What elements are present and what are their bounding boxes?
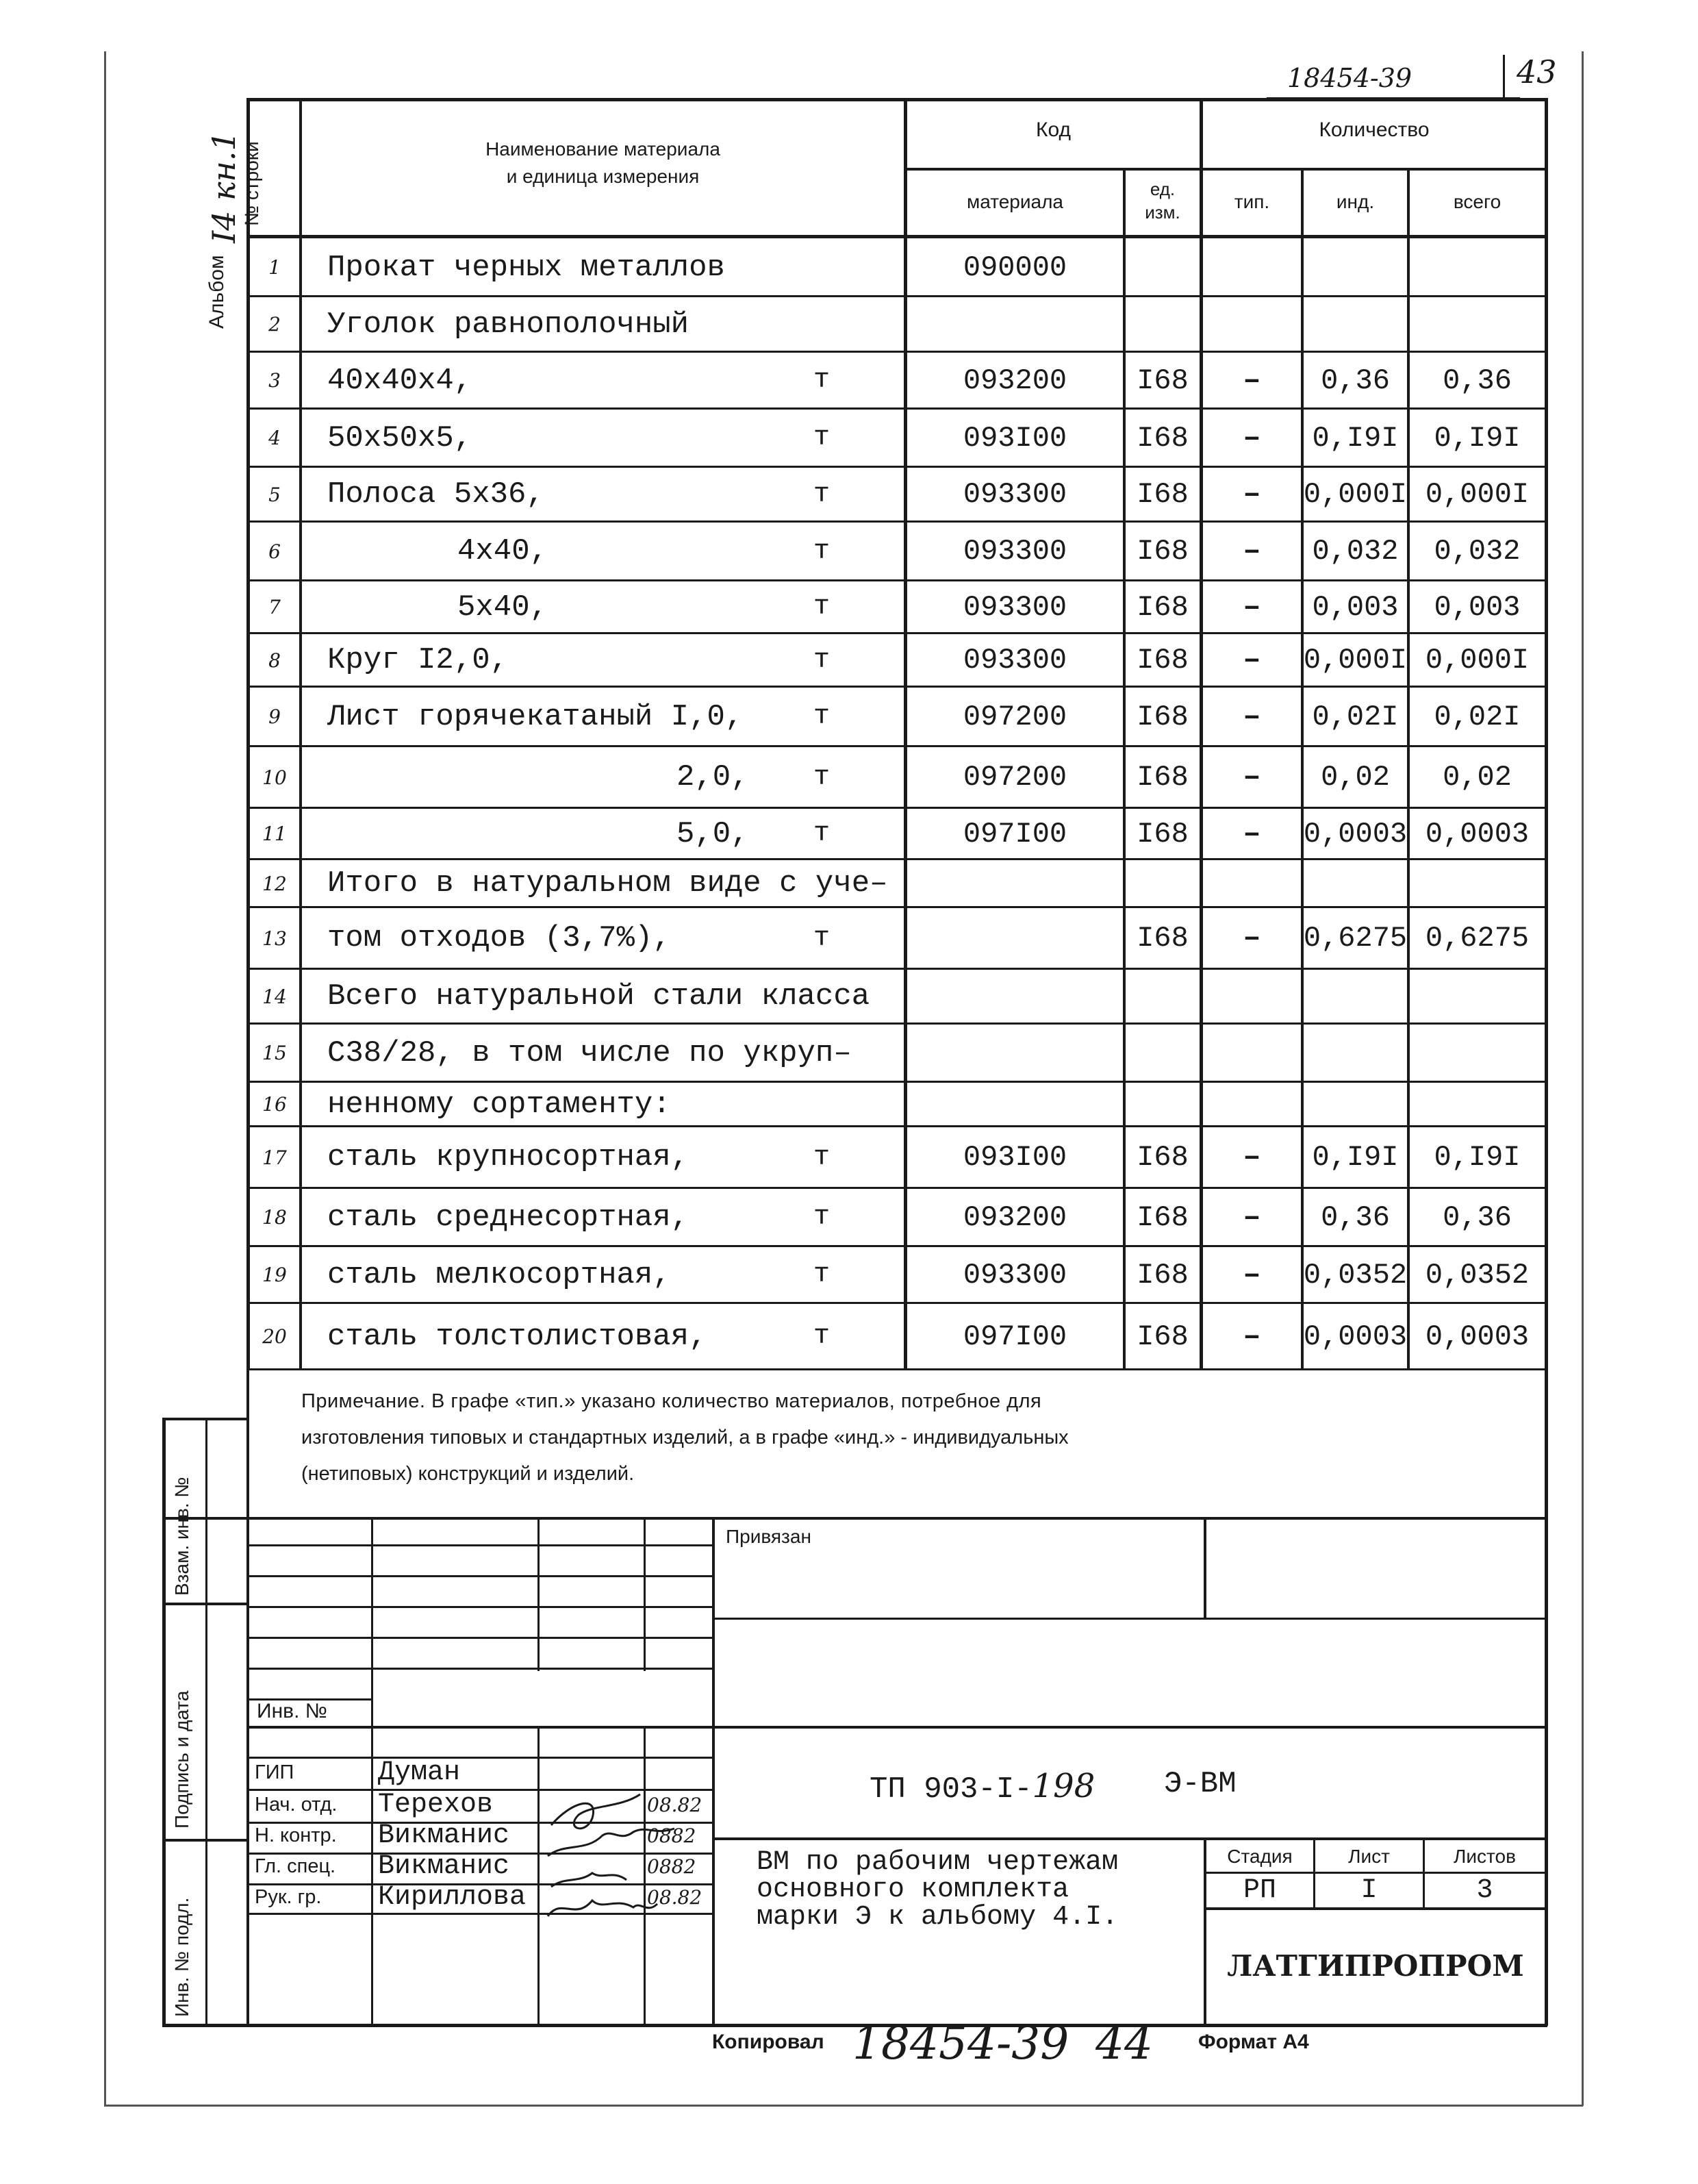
cell-no: 5 bbox=[268, 483, 281, 506]
cell-ind: 0,0003 bbox=[1303, 817, 1408, 851]
cell-ind: 0,I9I bbox=[1312, 1141, 1399, 1174]
cell-unit-code: I68 bbox=[1137, 590, 1189, 624]
cell-ind: 0,003 bbox=[1312, 590, 1399, 624]
cell-unit-code: I68 bbox=[1137, 700, 1189, 733]
cell-unit-code: I68 bbox=[1137, 1141, 1189, 1174]
sheets-label: Листов bbox=[1454, 1846, 1516, 1867]
cell-code: 093200 bbox=[963, 364, 1067, 397]
note-line2: изготовления типовых и стандартных изделий, а в графе «инд.» - индивидуальных bbox=[301, 1427, 1069, 1448]
cell-ind: 0,0352 bbox=[1303, 1258, 1408, 1292]
cell-unit-code bbox=[1126, 297, 1200, 352]
cell-total bbox=[1410, 238, 1545, 297]
header-row-no: № строки bbox=[241, 141, 262, 226]
signer-role: Н. контр. bbox=[255, 1824, 337, 1846]
cell-typ: – bbox=[1243, 421, 1261, 455]
cell-typ: – bbox=[1243, 699, 1261, 734]
cell-typ bbox=[1203, 859, 1301, 907]
signer-name: Терехов bbox=[378, 1789, 494, 1820]
cell-unit-t bbox=[801, 1082, 842, 1127]
cell-unit-code bbox=[1126, 238, 1200, 297]
cell-unit-t: т bbox=[813, 479, 830, 510]
signer-role: Гл. спец. bbox=[255, 1855, 336, 1877]
cell-total: 0,000I bbox=[1425, 478, 1530, 511]
header-unit-line1: ед. bbox=[1150, 178, 1176, 199]
stage-label: Стадия bbox=[1227, 1846, 1293, 1867]
cell-ind: 0,032 bbox=[1312, 535, 1399, 568]
cell-total: 0,02I bbox=[1434, 700, 1521, 733]
signer-name: Викманис bbox=[378, 1820, 510, 1851]
cell-no: 11 bbox=[262, 823, 287, 845]
cell-no: 3 bbox=[268, 369, 281, 392]
cell-unit-t: т bbox=[813, 762, 830, 793]
cell-ind: 0,000I bbox=[1303, 644, 1408, 677]
cell-typ bbox=[1203, 969, 1301, 1024]
header-ind: инд. bbox=[1336, 191, 1375, 212]
cell-unit-t bbox=[801, 969, 842, 1024]
cell-name: том отходов (3,7%), bbox=[327, 921, 671, 955]
signer-date: 0882 bbox=[647, 1855, 696, 1878]
cell-unit-t: т bbox=[813, 536, 830, 567]
cell-no: 7 bbox=[268, 596, 281, 618]
cell-code: 097200 bbox=[963, 700, 1067, 733]
sheet-label: Лист bbox=[1348, 1846, 1390, 1867]
cell-unit-t bbox=[801, 238, 842, 297]
cell-typ: – bbox=[1243, 643, 1261, 677]
cell-typ: – bbox=[1243, 1319, 1261, 1354]
cell-name: Итого в натуральном виде с уче– bbox=[327, 866, 888, 901]
designation-suffix: Э-ВМ bbox=[1164, 1767, 1237, 1801]
note-line1: Примечание. В графе «тип.» указано количество материалов, потребное для bbox=[301, 1390, 1042, 1412]
copied-hand2: 44 bbox=[1095, 2017, 1153, 2070]
cell-total bbox=[1410, 1024, 1545, 1082]
cell-code bbox=[907, 969, 1123, 1024]
cell-name: Всего натуральной стали класса bbox=[327, 979, 870, 1014]
cell-name: сталь толстолистовая, bbox=[327, 1319, 707, 1354]
cell-unit-t bbox=[801, 1024, 842, 1082]
cell-no: 6 bbox=[268, 540, 281, 563]
stamp-title-line1: ВМ по рабочим чертежам bbox=[757, 1847, 1119, 1878]
note-line3: (нетиповых) конструкций и изделий. bbox=[301, 1463, 635, 1485]
cell-no: 8 bbox=[268, 649, 281, 672]
cell-code: 097I00 bbox=[963, 1320, 1067, 1353]
cell-ind bbox=[1304, 297, 1407, 352]
organization: ЛАТГИПРОПРОМ bbox=[1227, 1948, 1524, 1983]
cell-unit-t: т bbox=[813, 1142, 830, 1173]
cell-unit-t: т bbox=[813, 1202, 830, 1233]
cell-no: 19 bbox=[262, 1264, 287, 1286]
cell-ind: 0,000I bbox=[1303, 478, 1408, 511]
cell-ind: 0,I9I bbox=[1312, 421, 1399, 455]
doc-number-top: 18454-39 bbox=[1287, 63, 1412, 93]
cell-name: 5,0, bbox=[676, 816, 749, 851]
album-label: Альбом bbox=[205, 255, 228, 329]
cell-total: 0,0352 bbox=[1425, 1258, 1530, 1292]
cell-total: 0,I9I bbox=[1434, 1141, 1521, 1174]
header-code: Код bbox=[1035, 118, 1071, 141]
copied-label: Копировал bbox=[712, 2031, 824, 2053]
cell-unit-code: I68 bbox=[1137, 1258, 1189, 1292]
header-total: всего bbox=[1453, 191, 1501, 212]
signer-role: Нач. отд. bbox=[255, 1793, 338, 1816]
cell-total: 0,02 bbox=[1443, 761, 1512, 794]
privyazan-label: Привязан bbox=[726, 1526, 811, 1547]
cell-typ: – bbox=[1243, 921, 1261, 955]
cell-unit-t: т bbox=[813, 644, 830, 676]
cell-code: 090000 bbox=[963, 251, 1067, 284]
signer-name: Викманис bbox=[378, 1850, 510, 1882]
cell-unit-code bbox=[1126, 1024, 1200, 1082]
cell-unit-code: I68 bbox=[1137, 535, 1189, 568]
cell-typ: – bbox=[1243, 363, 1261, 398]
cell-name: сталь мелкосортная, bbox=[327, 1257, 671, 1292]
cell-name: 5х40, bbox=[457, 590, 548, 625]
cell-no: 13 bbox=[262, 927, 287, 950]
cell-ind: 0,02I bbox=[1312, 700, 1399, 733]
cell-code bbox=[907, 907, 1123, 969]
cell-name: 50х50х5, bbox=[327, 421, 472, 455]
signer-date: 08.82 bbox=[647, 1793, 702, 1816]
signer-role: Рук. гр. bbox=[255, 1885, 322, 1908]
cell-typ: – bbox=[1243, 1200, 1261, 1235]
cell-ind: 0,36 bbox=[1321, 364, 1390, 397]
cell-typ: – bbox=[1243, 760, 1261, 794]
cell-typ bbox=[1203, 297, 1301, 352]
cell-code bbox=[907, 297, 1123, 352]
cell-name: Лист горячекатаный I,0, bbox=[327, 699, 744, 734]
cell-unit-code bbox=[1126, 859, 1200, 907]
cell-total: 0,36 bbox=[1443, 1201, 1512, 1234]
cell-total: 0,36 bbox=[1443, 364, 1512, 397]
header-material: материала bbox=[967, 191, 1063, 212]
cell-no: 14 bbox=[262, 985, 287, 1008]
cell-unit-code: I68 bbox=[1137, 1320, 1189, 1353]
cell-unit-t: т bbox=[813, 818, 830, 849]
cell-ind: 0,6275 bbox=[1303, 922, 1408, 955]
cell-code: 093300 bbox=[963, 535, 1067, 568]
cell-unit-code bbox=[1126, 1082, 1200, 1127]
cell-unit-t: т bbox=[813, 701, 830, 732]
inv-no-label: Инв. № bbox=[257, 1700, 327, 1722]
cell-code bbox=[907, 1024, 1123, 1082]
signer-date: 08.82 bbox=[647, 1885, 702, 1909]
cell-typ bbox=[1203, 1024, 1301, 1082]
cell-unit-code: I68 bbox=[1137, 644, 1189, 677]
cell-name: 40х40х4, bbox=[327, 363, 472, 398]
cell-no: 15 bbox=[262, 1042, 287, 1064]
cell-code: 093300 bbox=[963, 478, 1067, 511]
cell-typ: – bbox=[1243, 590, 1261, 625]
cell-total: 0,000I bbox=[1425, 644, 1530, 677]
cell-name: Полоса 5х36, bbox=[327, 477, 544, 512]
margin-vzam: Взам. инв. № bbox=[171, 1477, 192, 1596]
cell-ind: 0,02 bbox=[1321, 761, 1390, 794]
header-typ: тип. bbox=[1234, 191, 1270, 212]
cell-ind bbox=[1304, 1082, 1407, 1127]
cell-code bbox=[907, 859, 1123, 907]
stamp-title-line2: основного комплекта bbox=[757, 1874, 1069, 1905]
cell-unit-code: I68 bbox=[1137, 922, 1189, 955]
copied-hand: 18454-39 bbox=[852, 2017, 1069, 2070]
cell-name: сталь крупносортная, bbox=[327, 1140, 689, 1175]
cell-unit-t: т bbox=[813, 922, 830, 954]
cell-no: 12 bbox=[262, 872, 287, 895]
cell-no: 10 bbox=[262, 766, 287, 789]
cell-unit-t: т bbox=[813, 365, 830, 396]
cell-ind bbox=[1304, 238, 1407, 297]
cell-code: 093I00 bbox=[963, 1141, 1067, 1174]
cell-unit-code: I68 bbox=[1137, 421, 1189, 455]
cell-code: 097200 bbox=[963, 761, 1067, 794]
cell-total: 0,032 bbox=[1434, 535, 1521, 568]
stamp-title-line3: марки Э к альбому 4.I. bbox=[757, 1902, 1119, 1933]
cell-unit-t: т bbox=[813, 423, 830, 453]
cell-typ: – bbox=[1243, 1140, 1261, 1175]
cell-ind: 0,0003 bbox=[1303, 1320, 1408, 1353]
signer-name: Думан bbox=[378, 1757, 461, 1788]
cell-total: 0,0003 bbox=[1425, 1320, 1530, 1353]
cell-no: 18 bbox=[262, 1206, 287, 1229]
header-name-line1: Наименование материала bbox=[485, 138, 720, 160]
cell-unit-t: т bbox=[813, 592, 830, 623]
cell-unit-t: т bbox=[813, 1321, 830, 1352]
cell-unit-t bbox=[801, 859, 842, 907]
header-quantity: Количество bbox=[1319, 118, 1430, 141]
cell-name: 4х40, bbox=[457, 534, 548, 568]
cell-unit-code: I68 bbox=[1137, 364, 1189, 397]
sheet-value: I bbox=[1360, 1874, 1378, 1906]
signer-date: 0882 bbox=[647, 1824, 696, 1847]
cell-name: сталь среднесортная, bbox=[327, 1200, 689, 1235]
designation-code: ТП 903-I- bbox=[870, 1772, 1032, 1807]
cell-no: 4 bbox=[268, 427, 281, 449]
format-label: Формат А4 bbox=[1198, 2031, 1309, 2053]
signer-name: Кириллова bbox=[378, 1881, 527, 1913]
cell-total: 0,6275 bbox=[1425, 922, 1530, 955]
cell-name: 2,0, bbox=[676, 760, 749, 794]
cell-unit-code: I68 bbox=[1137, 478, 1189, 511]
cell-unit-code: I68 bbox=[1137, 817, 1189, 851]
stage-value: РП bbox=[1243, 1874, 1276, 1906]
signer-role: ГИП bbox=[255, 1761, 294, 1783]
cell-name: С38/28, в том числе по укруп– bbox=[327, 1035, 852, 1070]
designation bbox=[870, 1767, 1095, 1807]
cell-name: Прокат черных металлов bbox=[327, 250, 725, 285]
cell-code: 093200 bbox=[963, 1201, 1067, 1234]
cell-name: Круг I2,0, bbox=[327, 643, 509, 677]
cell-code: 093I00 bbox=[963, 421, 1067, 455]
cell-total bbox=[1410, 969, 1545, 1024]
cell-code: 093300 bbox=[963, 644, 1067, 677]
cell-no: 17 bbox=[262, 1146, 287, 1169]
margin-inv-podl: Инв. № подл. bbox=[171, 1897, 192, 2017]
cell-no: 2 bbox=[268, 313, 281, 336]
cell-ind bbox=[1304, 1024, 1407, 1082]
header-name-line2: и единица измерения bbox=[506, 166, 700, 187]
cell-typ: – bbox=[1243, 534, 1261, 568]
margin-podpis: Подпись и дата bbox=[171, 1690, 192, 1829]
cell-unit-t: т bbox=[813, 1259, 830, 1290]
cell-unit-t bbox=[801, 297, 842, 352]
cell-code: 093300 bbox=[963, 1258, 1067, 1292]
cell-code: 093300 bbox=[963, 590, 1067, 624]
cell-no: 9 bbox=[268, 705, 281, 728]
cell-code bbox=[907, 1082, 1123, 1127]
stamp-title bbox=[757, 1849, 1118, 1931]
cell-no: 20 bbox=[262, 1325, 287, 1348]
cell-name: ненному сортаменту: bbox=[327, 1087, 671, 1122]
cell-total bbox=[1410, 1082, 1545, 1127]
sheets-value: 3 bbox=[1476, 1874, 1493, 1906]
cell-typ: – bbox=[1243, 1257, 1261, 1292]
cell-total bbox=[1410, 297, 1545, 352]
designation-hand: 198 bbox=[1032, 1767, 1095, 1805]
cell-total bbox=[1410, 859, 1545, 907]
header-unit-line2: изм. bbox=[1145, 201, 1180, 223]
cell-typ: – bbox=[1243, 477, 1261, 512]
cell-ind bbox=[1304, 859, 1407, 907]
cell-unit-code bbox=[1126, 969, 1200, 1024]
signatures bbox=[537, 1767, 715, 1924]
cell-no: 16 bbox=[262, 1093, 287, 1116]
cell-total: 0,003 bbox=[1434, 590, 1521, 624]
cell-typ: – bbox=[1243, 816, 1261, 851]
cell-typ bbox=[1203, 238, 1301, 297]
cell-name: Уголок равнополочный bbox=[327, 307, 689, 342]
page-number: 43 bbox=[1517, 53, 1557, 90]
cell-unit-code: I68 bbox=[1137, 1201, 1189, 1234]
cell-unit-code: I68 bbox=[1137, 761, 1189, 794]
cell-ind: 0,36 bbox=[1321, 1201, 1390, 1234]
album-handwritten: I4 кн.1 bbox=[205, 131, 242, 243]
cell-total: 0,I9I bbox=[1434, 421, 1521, 455]
cell-total: 0,0003 bbox=[1425, 817, 1530, 851]
cell-ind bbox=[1304, 969, 1407, 1024]
cell-typ bbox=[1203, 1082, 1301, 1127]
cell-code: 097I00 bbox=[963, 817, 1067, 851]
cell-no: 1 bbox=[268, 256, 281, 279]
